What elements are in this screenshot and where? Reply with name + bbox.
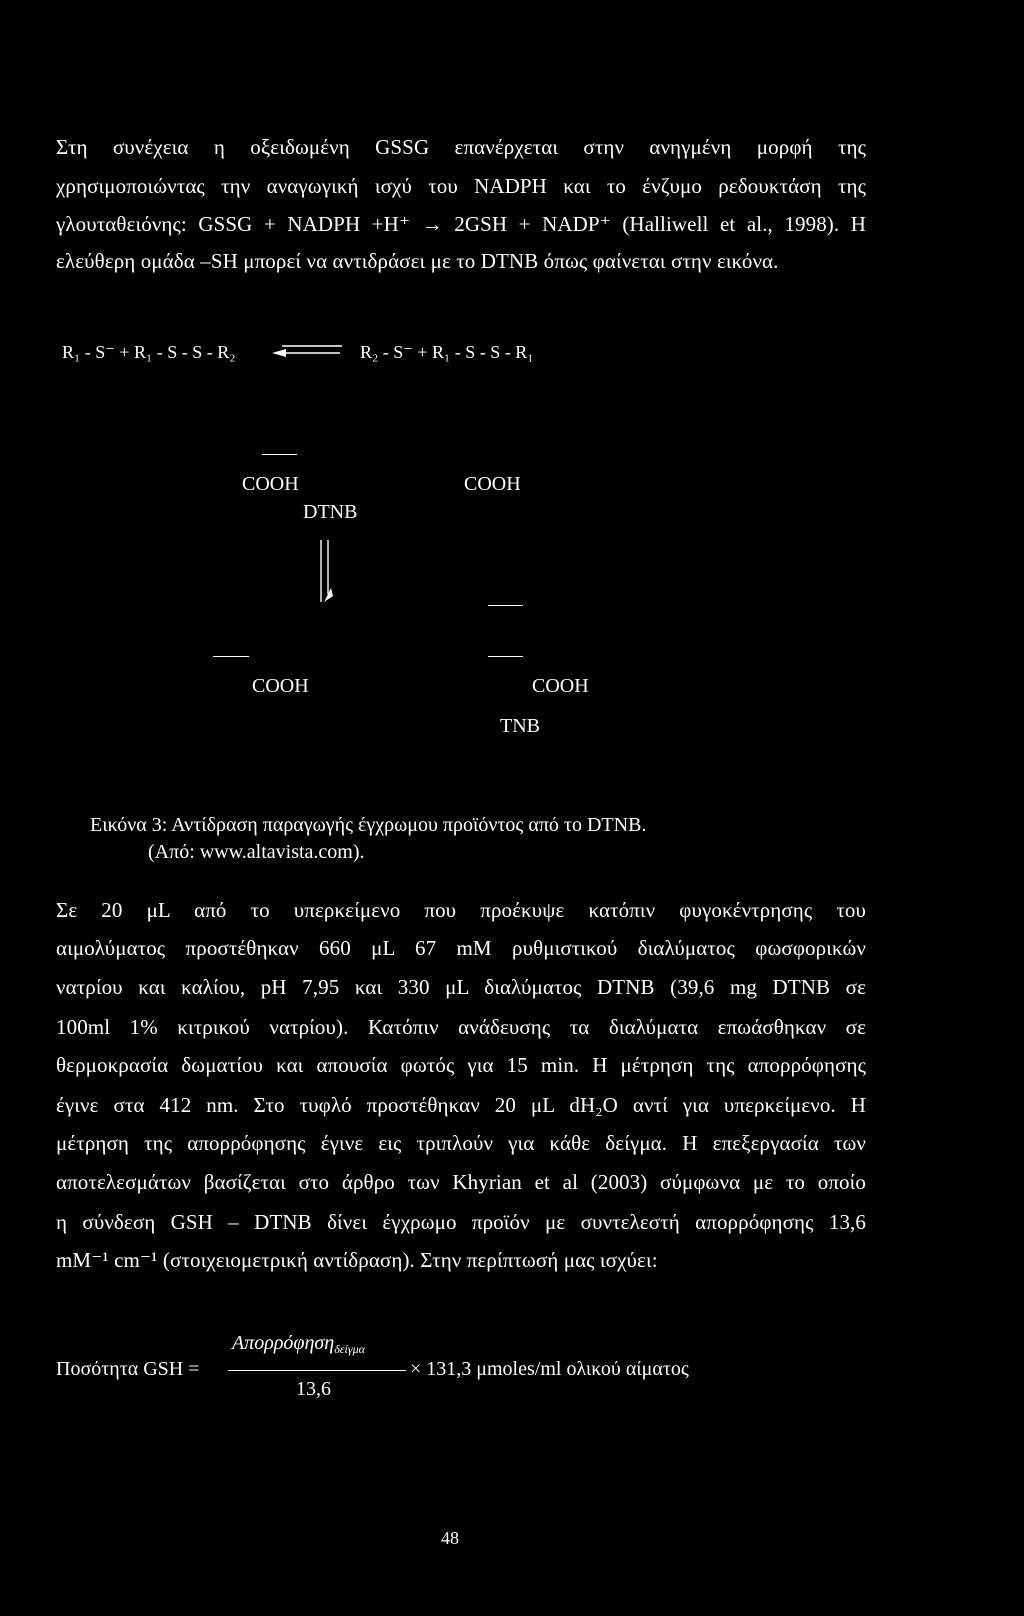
para2-line-5: θερμοκρασία δωματίου και απουσία φωτός για 15 min. Η μέτρηση της απορρόφησης [56,1053,866,1077]
cooh-left-bottom: COOH [252,675,309,697]
formula-lhs: Ποσότητα GSH = [56,1358,200,1380]
para2-line-8: αποτελεσμάτων βασίζεται στο άρθρο των Khyrian et al (2003) σύμφωνα με το οποίο [56,1170,866,1194]
equilibrium-arrow-icon [272,341,342,359]
dtnb-label: DTNB [303,501,358,523]
bond-line [213,656,249,657]
para2-line-1: Σε 20 μL από το υπερκείμενο που προέκυψε κατόπιν φυγοκέντρησης του [56,898,866,922]
para2-line-10: mM⁻¹ cm⁻¹ (στοιχειομετρική αντίδραση). Στην περίπτωσή μας ισχύει: [56,1248,658,1272]
para1-line-4: ελεύθερη ομάδα –SH μπορεί να αντιδράσει με το DTNB όπως φαίνεται στην εικόνα. [56,249,779,273]
figure-caption-source: (Από: www.altavista.com). [148,841,365,863]
para2-line-2: αιμολύματος προστέθηκαν 660 μL 67 mM ρυθμιστικού διαλύματος φωσφορικών [56,936,866,960]
formula-denominator: 13,6 [296,1378,331,1400]
para2-line-3: νατρίου και καλίου, pH 7,95 και 330 μL διαλύματος DTNB (39,6 mg DTNB σε [56,975,866,999]
page-number: 48 [441,1528,459,1548]
para2-line-9: η σύνδεση GSH – DTNB δίνει έγχρωμο προϊόν με συντελεστή απορρόφησης 13,6 [56,1210,866,1234]
bond-line [262,454,297,455]
cooh-right-bottom: COOH [532,675,589,697]
formula-rhs: × 131,3 μmoles/ml ολικού αίματος [410,1358,689,1380]
down-arrow-icon [318,540,338,604]
bond-line [488,605,523,606]
tnb-label: TNB [500,715,540,737]
figure-caption: Εικόνα 3: Αντίδραση παραγωγής έγχρωμου προϊόντος από το DTNB. [90,814,647,836]
formula-numerator [232,1333,365,1355]
para1-line-3: γλουταθειόνης: GSSG + NADPH +H⁺ → 2GSH + NADP⁺ (Halliwell et al., 1998). Η [56,212,866,236]
cooh-right-top: COOH [464,473,521,495]
formula-numerator-text: Απορρόφηση [232,1332,335,1354]
reaction-right: R₂ - S⁻ + R₁ - S - S - R₁ [360,342,534,362]
para1-line-2: χρησιμοποιώντας την αναγωγική ισχύ του NADPH και το ένζυμο ρεδουκτάση της [56,174,866,198]
para2-line-6: έγινε στα 412 nm. Στο τυφλό προστέθηκαν 20 μL dH₂O αντί για υπερκείμενο. Η [56,1093,866,1117]
reaction-left: R₁ - S⁻ + R₁ - S - S - R₂ [62,342,236,362]
para2-line-7: μέτρηση της απορρόφησης έγινε εις τριπλούν για κάθε δείγμα. Η επεξεργασία των [56,1131,866,1155]
para1-line-1: Στη συνέχεια η οξειδωμένη GSSG επανέρχεται στην ανηγμένη μορφή της [56,135,866,159]
cooh-left-top: COOH [242,473,299,495]
bond-line [488,656,523,657]
para2-line-4: 100ml 1% κιτρικού νατρίου). Κατόπιν ανάδευσης τα διαλύματα επωάσθηκαν σε [56,1015,866,1039]
formula-numerator-sub: δείγμα [334,1342,365,1356]
fraction-bar [228,1370,406,1371]
